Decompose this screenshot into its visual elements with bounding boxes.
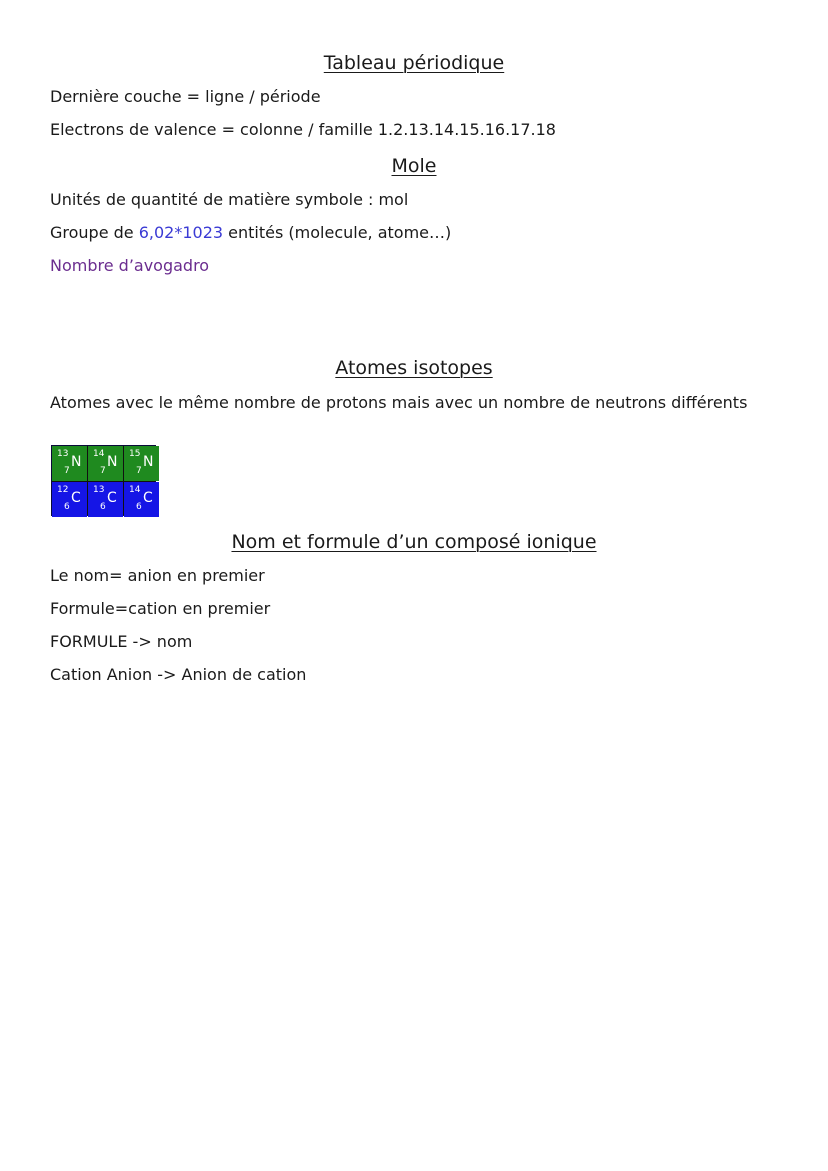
- isotope-cell: [124, 446, 159, 481]
- isotope-symbol: C: [143, 490, 153, 506]
- isotope-cell: [52, 446, 87, 481]
- heading-atomes-isotopes: Atomes isotopes: [335, 357, 493, 379]
- isotope-mass-number: 12: [57, 485, 69, 495]
- isotope-atomic-number: 6: [100, 502, 106, 512]
- ionique-line-1: Le nom= anion en premier: [50, 566, 265, 585]
- isotope-cell: [88, 446, 123, 481]
- mole-line-2-suffix: entités (molecule, atome…): [223, 223, 452, 242]
- tableau-line-1: Dernière couche = ligne / période: [50, 87, 321, 106]
- ionique-line-4: Cation Anion -> Anion de cation: [50, 665, 307, 684]
- isotope-atomic-number: 7: [136, 466, 142, 476]
- isotope-mass-number: 13: [57, 449, 69, 459]
- mole-line-3: Nombre d’avogadro: [50, 256, 210, 275]
- isotope-atomic-number: 7: [100, 466, 106, 476]
- isotope-atomic-number: 6: [64, 502, 70, 512]
- isotope-table: [51, 445, 156, 516]
- isotope-symbol: N: [71, 454, 82, 470]
- isotope-mass-number: 14: [93, 449, 105, 459]
- isotope-symbol: C: [71, 490, 81, 506]
- mole-line-2-prefix: Groupe de: [50, 223, 139, 242]
- heading-mole: Mole: [391, 155, 437, 177]
- mole-line-1: Unités de quantité de matière symbole : mol: [50, 190, 409, 209]
- isotope-atomic-number: 6: [136, 502, 142, 512]
- heading-compose-ionique: Nom et formule d’un composé ionique: [231, 531, 597, 553]
- isotope-cell: [88, 482, 123, 517]
- ionique-line-3: FORMULE -> nom: [50, 632, 193, 651]
- isotope-symbol: N: [107, 454, 118, 470]
- ionique-line-2: Formule=cation en premier: [50, 599, 271, 618]
- isotope-mass-number: 14: [129, 485, 141, 495]
- tableau-line-2: Electrons de valence = colonne / famille 1.2.13.14.15.16.17.18: [50, 120, 556, 139]
- isotope-symbol: C: [107, 490, 117, 506]
- isotopes-description: Atomes avec le même nombre de protons mais avec un nombre de neutrons différents: [50, 393, 748, 412]
- mole-line-2: [50, 222, 451, 244]
- isotope-cell: [124, 482, 159, 517]
- isotope-mass-number: 13: [93, 485, 105, 495]
- isotope-symbol: N: [143, 454, 154, 470]
- avogadro-value: 6,02*1023: [138, 223, 224, 242]
- isotope-mass-number: 15: [129, 449, 141, 459]
- isotope-atomic-number: 7: [64, 466, 70, 476]
- isotope-cell: [52, 482, 87, 517]
- heading-tableau-periodique: Tableau périodique: [323, 52, 505, 74]
